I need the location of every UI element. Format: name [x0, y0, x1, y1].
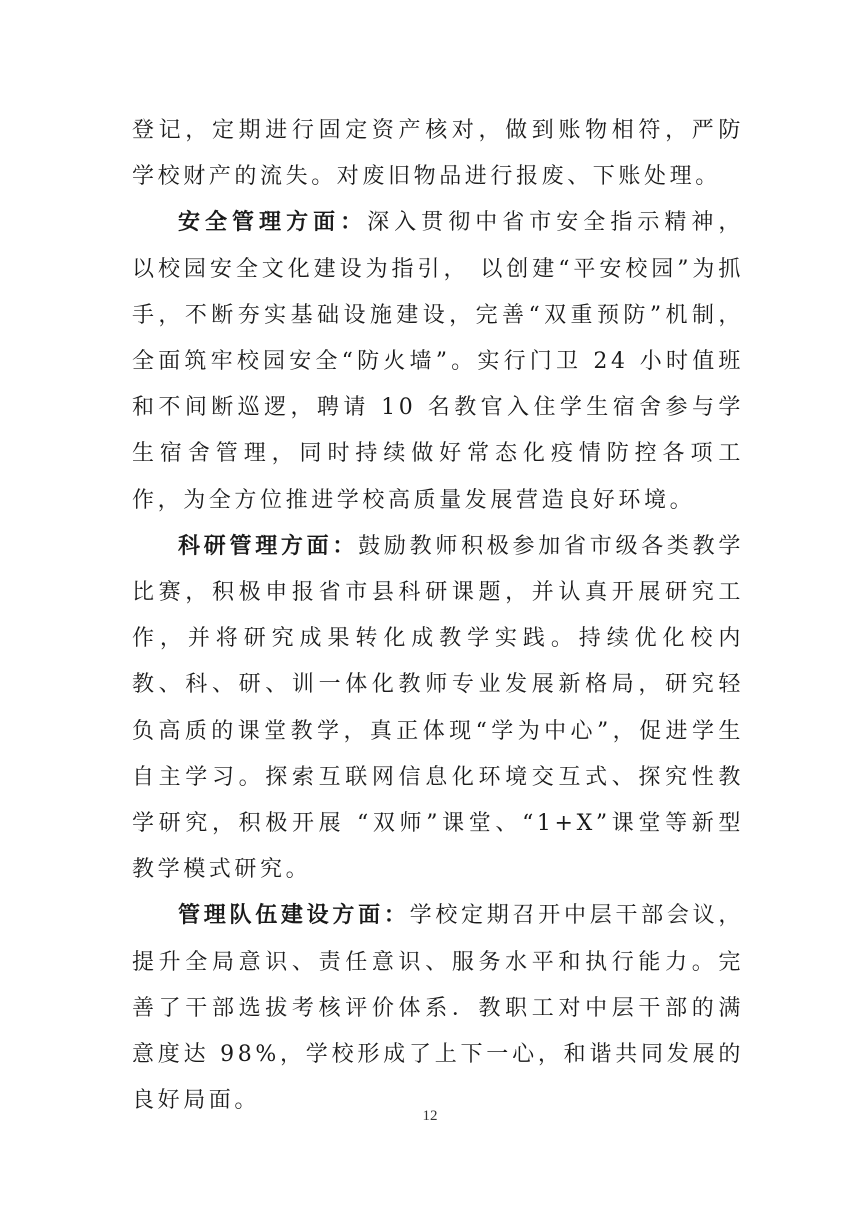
section-heading: 安全管理方面： — [178, 210, 368, 236]
section-body: 鼓励教师积极参加省市级各类教学比赛，积极申报省市县科研课题，并认真开展研究工作，并将研究成果转化成教学实践。持续优化校内教、科、研、训一体化教师专业发展新格局，研究轻负高质的课堂教学，真正体现“学为中心”，促进学生自主学习。探索互联网信息化环境交互式、探究性教学研究，积极开展 “双师”课堂、“1+X”课堂等新型教学模式研究。 — [132, 533, 744, 883]
section-body: 学校定期召开中层干部会议，提升全局意识、责任意识、服务水平和执行能力。完善了干部选拔考核评价体系．教职工对中层干部的满意度达 98%，学校形成了上下一心，和谐共同发展的良好局面。 — [132, 903, 744, 1114]
section-management-team — [132, 893, 744, 1124]
page-number: 12 — [422, 1108, 438, 1124]
document-body — [132, 108, 744, 1124]
section-body: 深入贯彻中省市安全指示精神， 以校园安全文化建设为指引， 以创建“平安校园”为抓手，不断夯实基础设施建设，完善“双重预防”机制，全面筑牢校园安全“防火墙”。实行门卫 24 小时值班和不间断巡逻，聘请 10 名教官入住学生宿舍参与学生宿舍管理，同时持续做好常态化疫情防控各项工作，为全方位推进学校高质量发展营造良好环境。 — [132, 210, 744, 513]
section-research-management — [132, 524, 744, 894]
section-heading: 管理队伍建设方面： — [178, 903, 410, 929]
continuation-paragraph: 登记，定期进行固定资产核对，做到账物相符，严防学校财产的流失。对废旧物品进行报废、下账处理。 — [132, 118, 744, 190]
section-heading: 科研管理方面： — [178, 533, 359, 559]
section-safety-management — [132, 200, 744, 523]
